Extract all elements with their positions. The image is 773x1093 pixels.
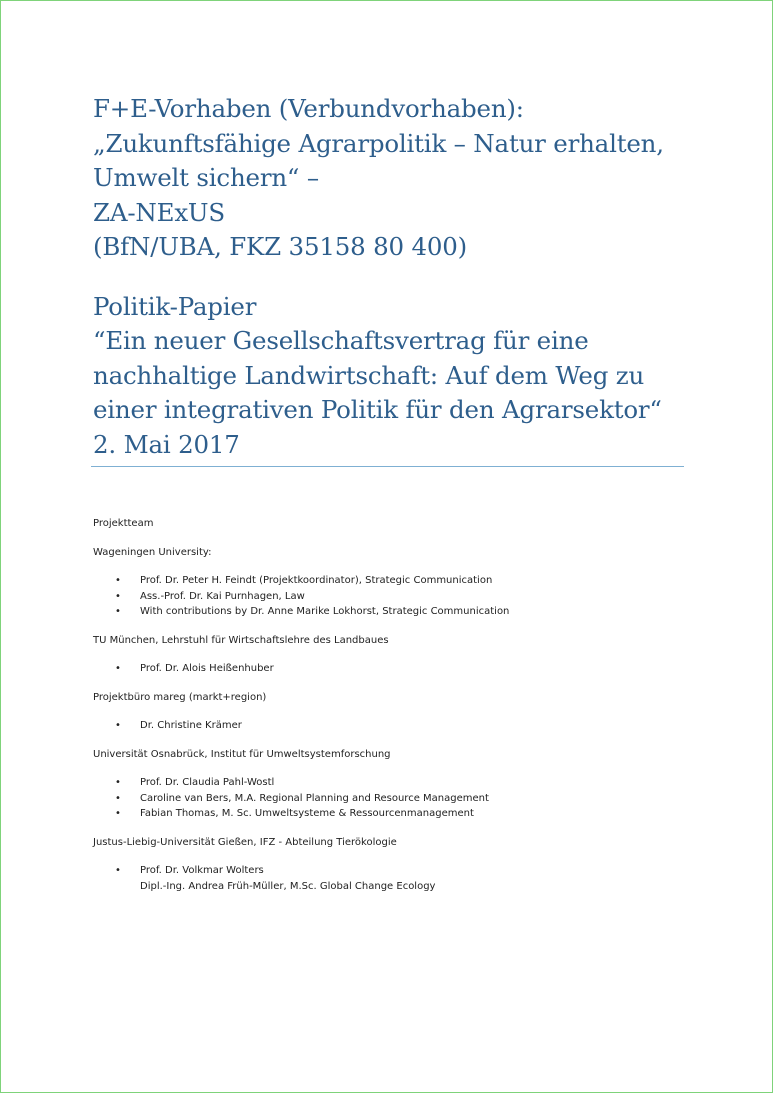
member-list-tum (93, 661, 693, 677)
list-item (93, 589, 693, 605)
title-divider (91, 466, 684, 467)
bullet-icon: • (115, 808, 121, 819)
bullet-icon: • (115, 865, 121, 876)
member-name: Prof. Dr. Claudia Pahl-Wostl (140, 777, 275, 788)
title-block (93, 92, 713, 462)
title-line: (BfN/UBA, FKZ 35158 80 400) (93, 232, 467, 261)
title-gap (93, 265, 713, 290)
list-item (93, 863, 693, 894)
subtitle-line: “Ein neuer Gesellschaftsvertrag für eine (93, 326, 589, 355)
member-name: Prof. Dr. Alois Heißenhuber (140, 663, 274, 674)
member-name: With contributions by Dr. Anne Marike Lokhorst, Strategic Communication (140, 606, 510, 617)
bullet-icon: • (115, 575, 121, 586)
member-name: Ass.-Prof. Dr. Kai Purnhagen, Law (140, 590, 305, 602)
subtitle-line: nachhaltige Landwirtschaft: Auf dem Weg zu (93, 360, 645, 390)
section-head-tum: TU München, Lehrstuhl für Wirtschaftslehre des Landbaues (93, 634, 389, 646)
title-line: Umwelt sichern“ – (93, 163, 319, 192)
title-line: „Zukunftsfähige Agrarpolitik – Natur erhalten, (93, 128, 664, 158)
list-item (93, 604, 693, 620)
member-name: Fabian Thomas, M. Sc. Umweltsysteme & Ressourcenmanagement (140, 808, 474, 819)
section-head-giessen: Justus-Liebig-Universität Gießen, IFZ - Abteilung Tierökologie (93, 836, 397, 848)
member-list-giessen (93, 863, 693, 894)
bullet-icon: • (115, 663, 121, 674)
section-head-mareg: Projektbüro mareg (markt+region) (93, 691, 267, 703)
list-item (93, 806, 693, 822)
bullet-icon: • (115, 606, 121, 617)
title-line: F+E-Vorhaben (Verbundvorhaben): (93, 94, 524, 123)
subtitle-date: 2. Mai 2017 (93, 429, 240, 459)
bullet-icon: • (115, 720, 121, 731)
bullet-icon: • (115, 590, 121, 602)
member-name: Prof. Dr. Volkmar Wolters (140, 865, 264, 876)
member-list-osnabrueck (93, 775, 693, 822)
member-name: Dr. Christine Krämer (140, 720, 242, 731)
section-head-osnabrueck: Universität Osnabrück, Institut für Umweltsystemforschung (93, 748, 391, 760)
bullet-icon: • (115, 792, 121, 804)
title-line: ZA-NExUS (93, 197, 225, 227)
member-name: Prof. Dr. Peter H. Feindt (Projektkoordinator), Strategic Communication (140, 575, 493, 586)
list-item (93, 775, 693, 791)
list-item (93, 791, 693, 807)
member-name-continuation: Dipl.-Ing. Andrea Früh-Müller, M.Sc. Global Change Ecology (140, 880, 436, 892)
bullet-icon: • (115, 777, 121, 788)
list-item (93, 718, 693, 734)
member-list-wageningen (93, 573, 693, 620)
list-item (93, 573, 693, 589)
member-list-mareg (93, 718, 693, 734)
section-head-wageningen: Wageningen University: (93, 546, 212, 558)
project-team (93, 516, 693, 907)
subtitle-line: Politik-Papier (93, 291, 257, 321)
member-name: Caroline van Bers, M.A. Regional Planning and Resource Management (140, 792, 489, 804)
subtitle-line: einer integrativen Politik für den Agrarsektor“ (93, 395, 662, 424)
team-heading: Projektteam (93, 518, 154, 529)
list-item (93, 661, 693, 677)
